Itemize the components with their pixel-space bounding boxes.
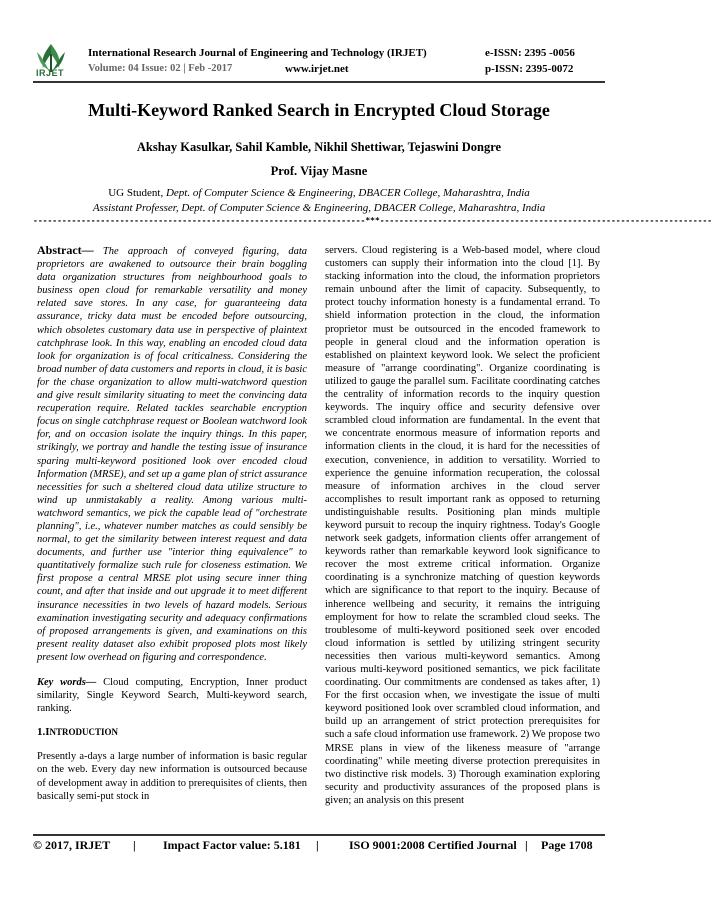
keywords-label: Key words— — [37, 677, 97, 688]
journal-name: International Research Journal of Engineering and Technology (IRJET) — [88, 47, 427, 59]
footer-impact-factor: Impact Factor value: 5.181 — [163, 838, 301, 852]
abstract — [37, 244, 307, 664]
footer-separator: | — [316, 838, 319, 852]
professor-name: Prof. Vijay Masne — [270, 164, 368, 178]
footer-separator: | — [525, 838, 528, 852]
journal-website[interactable]: www.irjet.net — [285, 63, 349, 75]
logo-text: IRJET — [36, 68, 65, 78]
footer-rule — [33, 834, 605, 836]
intro-heading — [37, 726, 307, 739]
left-column — [37, 244, 307, 803]
affiliation-student-dept: Dept. of Computer Science & Engineering, DBACER College, Maharashtra, India — [165, 187, 530, 199]
e-issn: e-ISSN: 2395 -0056 — [485, 47, 575, 59]
keywords — [37, 676, 307, 715]
right-column — [325, 244, 600, 807]
abstract-label: Abstract— — [37, 243, 94, 257]
author-list: Akshay Kasulkar, Sahil Kamble, Nikhil Shettiwar, Tejaswini Dongre — [136, 140, 502, 154]
affiliation-professor — [0, 202, 638, 214]
footer-iso: ISO 9001:2008 Certified Journal — [349, 838, 517, 852]
keywords-text: Cloud computing, Encryption, Inner product similarity, Single Keyword Search, Multi-keyword search, ranking. — [37, 677, 307, 715]
footer-separator: | — [133, 838, 136, 852]
affiliation-student — [0, 187, 638, 199]
intro-paragraph-left: Presently a-days a large number of information is basic regular on the web. Every day new information is outsourced because of development away in addition to prerequisites of clients, then basically semi-put stock in — [37, 751, 308, 802]
footer-page-number: Page 1708 — [541, 838, 593, 852]
affiliation-professor-dept: Assistant Professer, Dept. of Computer Science & Engineering, DBACER College, Maharashtra, India — [92, 202, 546, 214]
affiliation-student-role: UG Student, — [108, 187, 166, 199]
journal-header — [0, 0, 638, 90]
intro-paragraph-right: servers. Cloud registering is a Web-based model, where cloud customers can supply their information into the cloud [1]. By stacking information into the cloud, the information proprietors remain unbound after the limit of capacity. Subsequently, to protect touchy information honesty is a fundamental errand. To shield information protection in the cloud, the information proprietor must be outsourced in the encoded framework to people in general cloud and the information operation is established on plaintext keyword look. We select the proficient measure of "arrange coordinating". Organize coordinating is utilized to gauge the parallel sum. Facilitate coordinating catches the centrality of information records to the inquiry question keywords. The inquiry office and security defensive over scrambled cloud information are fundamental. In the event that we concentrate enormous measure of information reports and information clients in the cloud, it is hard for the necessities of execution, convenience, in addition to versatility. Worried to experience the genuine information recuperation, the colossal measure of information archives in the cloud server accomplishes to result important rank as opposed to returning undistinguishable results. Positioning plan minds multiple keyword pursuit to recoup the inquiry rightness. Today's Google network seek gadgets, information clients offer arrangement of keywords rather than remarkable keyword look significance to recover the most extreme critical information. Organize coordinating is a synchronize matching of question keywords which are significance to that report to the inquiry. Because of inherence wellbeing and security, it remains the intriguing employment for how to relate the scrambled cloud seeks. The troublesome of multi-keyword positioned seek over encoded cloud information is settled by utilizing stringent security necessities then various multi-keyword semantics. Among various multi-keyword positioned semantics, we pick facilitate coordinating. Our commitments are condensed as takes after, 1) For the first occasion when, we investigate the issue of multi keyword positioned look over scrambled cloud information, and build up an arrangement of strict protection prerequisites for such a safe cloud information use framework. 2) We propose two MRSE plans in view of the likeness measure of "arrange coordinating" while meeting diverse protection prerequisites in two distinctive risk models. 3) Thorough examination exploring security and productivity assurances of the proposed plans is given; an analysis on this present — [325, 245, 600, 806]
volume-issue: Volume: 04 Issue: 02 | Feb -2017 — [88, 63, 233, 74]
intro-heading-number: 1.I — [37, 726, 50, 739]
p-issn: p-ISSN: 2395-0072 — [485, 63, 574, 75]
abstract-text: The approach of conveyed figuring, data proprietors are awakened to outsource their brain boggling data organization structures from neighbourhood goals to business open cloud for remarkable versatility and money related save stores. In any case, for guaranteeing data assurance, tricky data must be encoded before outsourcing, which obsoletes customary data use in perspective of plaintext catchphrase look. In this way, enabling an encoded cloud data look for organization is of focal criticalness. Considering the broad number of data customers and reports in cloud, it is basic for the chase organization to allow multi-watchword question and give result similarity situating to meet the convincing data recuperation require. Related tackles searchable encryption focus on single catchphrase request or Boolean watchword look for, and on occasion isolate the inquiry things. In this paper, strikingly, we portray and handle the testing issue of insurance sparing multi-keyword positioned look over encoded cloud Information (MRSE), and set up a game plan of strict assurance necessities for such a sheltered cloud data utilize structure to wind up unmistakably a reality. Among various multi-watchword semantics, we pick the capable lead of "orchestrate planning", i.e., whatever number matches as could sensibly be normal, to get the similarity between interest request and data documents, and further use "interior thing equivalence" to quantitatively formalize such rule for closeness estimation. We first propose a central MRSE plot using secure inner thing count, and after that inside and out upgrade it to meet different insurance necessities in two levels of hazard models. Serious examination investigating security and adequacy confirmations of proposed arrangements is given, and examinations on this present reality dataset also exhibit proposed plots most likely present low overhead on figuring and correspondence. — [37, 246, 307, 663]
intro-heading-text: NTRODUCTION — [49, 727, 119, 738]
header-rule — [33, 81, 605, 83]
section-separator: ---------------------------------------------------------------------***--------------------------------------------------------------------- — [33, 216, 712, 225]
footer-copyright: © 2017, IRJET — [33, 838, 111, 852]
paper-title: Multi-Keyword Ranked Search in Encrypted Cloud Storage — [88, 100, 550, 120]
